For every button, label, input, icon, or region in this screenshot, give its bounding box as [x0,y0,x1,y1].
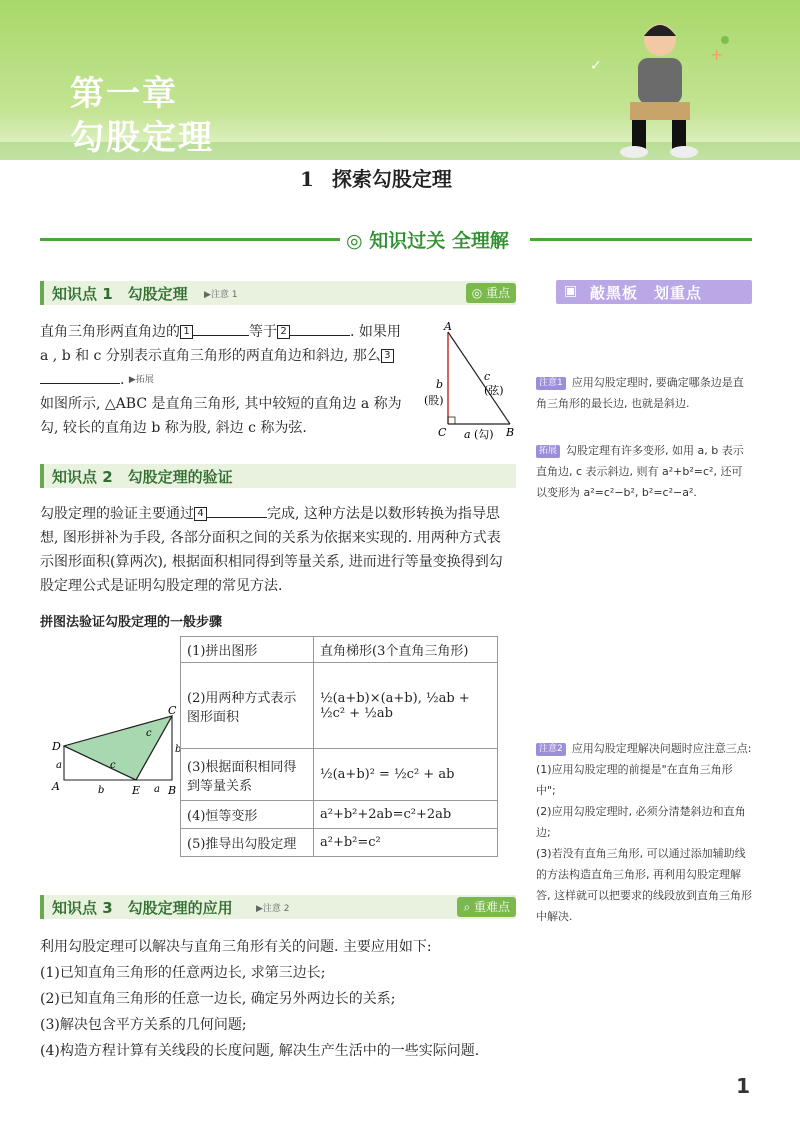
blank-2[interactable] [290,321,350,336]
kp1-text-d: . [120,372,125,388]
label-c: c [484,370,491,383]
lesson-name: 探索勾股定理 [331,167,452,191]
kp1-badge [466,283,516,303]
step-row [181,801,498,829]
sidebar-title: 敲黑板 划重点 [590,284,703,302]
kp1-paragraph [40,320,410,440]
step-label: (1)拼出图形 [181,637,314,663]
blank-number-1: 1 [180,325,193,339]
sidebar-note-2 [536,738,752,927]
label-gou: (勾) [474,428,494,441]
kp3-note-ref: ▶注意 2 [256,904,290,914]
blank-1[interactable] [193,321,249,336]
fig2-label-c-mid: c [110,760,116,771]
step-content: ½(a+b)² = ½c² + ab [314,749,498,801]
step-content: a²+b²+2ab=c²+2ab [314,801,498,829]
section-line-left [40,238,340,241]
step-row [181,749,498,801]
note-1-text: 应用勾股定理时, 要确定哪条边是直角三角形的最长边, 也就是斜边. [536,376,744,410]
kp1-text-2: 如图所示, △ABC 是直角三角形, 其中较短的直角边 a 称为勾, 较长的直角边 b 称为股, 斜边 c 称为弦. [40,396,402,436]
step-label: (3)根据面积相同得到等量关系 [181,749,314,801]
fig2-label-D: D [52,740,61,753]
blank-number-2: 2 [277,325,290,339]
note-2-tag [536,743,566,756]
right-triangle-figure [420,318,520,448]
note-1-tag [536,377,566,390]
kp2-title: 知识点 2 勾股定理的验证 [52,468,233,486]
step-row [181,663,498,749]
label-gu: (股) [424,394,444,407]
blank-number-3: 3 [381,349,394,363]
label-a: a [464,428,471,441]
steps-table [180,636,498,857]
kp3-badge-text: 重难点 [473,900,510,914]
kp2-header [40,464,516,488]
kp3-title: 知识点 3 勾股定理的应用 [52,899,233,917]
target-icon: ◎ [471,286,486,300]
section-title-text: 知识过关 全理解 [369,230,509,252]
kp3-badge [457,897,516,917]
blank-4[interactable] [207,503,267,518]
step-label: (5)推导出勾股定理 [181,829,314,857]
kp1-text-b: 等于 [249,324,277,340]
fig2-label-C: C [168,704,177,717]
note-2-intro: 应用勾股定理解决问题时应注意三点: [571,742,752,755]
blackboard-icon: ▣ [564,283,578,299]
chapter-number: 第一章 [70,74,178,114]
fig2-label-b-bottom: b [98,785,105,796]
fig2-label-A: A [52,780,60,793]
magnifier-icon: ⌕ [463,900,474,914]
fig2-label-B: B [168,784,177,797]
kp1-badge-text: 重点 [485,286,510,300]
note-1-tag-no: 1 [557,378,563,388]
kp3-intro: 利用勾股定理可以解决与直角三角形有关的问题. 主要应用如下: [40,939,432,955]
section-title [340,226,515,253]
step-content: a²+b²=c² [314,829,498,857]
sidebar-header [556,280,752,304]
list-item: (1)已知直角三角形的任意两边长, 求第三边长; [40,965,326,981]
extension-text: 勾股定理有许多变形, 如用 a, b 表示直角边, c 表示斜边, 则有 a²+b²=c², 还可以变形为 a²=c²−b², b²=c²−a². [536,444,744,499]
svg-text:+: + [710,45,724,64]
lesson-number: 1 [300,167,314,191]
list-item: (3)解决包含平方关系的几何问题; [40,1017,247,1033]
kp1-title: 知识点 1 勾股定理 [52,285,188,303]
trapezoid-figure [40,640,180,872]
kp3-content [40,934,512,1064]
note-2-tag-text: 注意 [539,744,558,754]
step-label: (2)用两种方式表示图形面积 [181,663,314,749]
kp3-header [40,895,516,919]
blank-3[interactable] [40,369,120,384]
section-line-right [530,238,752,241]
kp1-text-c: . 如果用 a , b 和 c 分别表示直角三角形的两直角边和斜边, 那么 [40,324,401,364]
page-number: 1 [736,1074,750,1098]
blank-number-4: 4 [194,507,207,521]
chapter-title: 勾股定理 [70,118,214,158]
spiral-icon: ◎ [346,230,363,252]
note-2-item: (1)应用勾股定理的前提是"在直角三角形中"; [536,763,733,797]
label-xian: (弦) [484,384,504,397]
kp2-subtitle: 拼图法验证勾股定理的一般步骤 [40,615,223,630]
step-content: ½(a+b)×(a+b), ½ab + ½c² + ½ab [314,663,498,749]
note-2-item: (2)应用勾股定理时, 必须分清楚斜边和直角边; [536,805,746,839]
section-heading [40,228,752,250]
step-row [181,637,498,663]
label-A: A [444,320,452,333]
fig2-label-a-left: a [56,760,62,771]
extension-tag: 拓展 [536,445,560,458]
kp1-header [40,281,516,305]
fig2-label-a-bottom: a [154,784,160,795]
kp2-paragraph [40,502,512,598]
label-b: b [436,378,444,391]
student-illustration [560,10,760,160]
kp2-text-a: 勾股定理的验证主要通过 [40,506,194,522]
svg-text:✓: ✓ [590,58,602,74]
step-content: 直角梯形(3个直角三角形) [314,637,498,663]
step-label: (4)恒等变形 [181,801,314,829]
sidebar-note-1 [536,372,752,414]
lesson-title [300,163,470,192]
kp1-note-ref: ▶注意 1 [204,290,238,300]
note-1-tag-text: 注意 [539,378,558,388]
list-item: (4)构造方程计算有关线段的长度问题, 解决生产生活中的一些实际问题. [40,1043,480,1059]
fig2-label-c-top: c [146,728,152,739]
kp1-extension-ref: ▶拓展 [128,375,154,385]
note-2-tag-no: 2 [557,744,563,754]
note-2-item: (3)若没有直角三角形, 可以通过添加辅助线的方法构造直角三角形, 再利用勾股定理解答, 这样就可以把要求的线段放到直角三角形中解决. [536,847,752,923]
list-item: (2)已知直角三角形的任意一边长, 确定另外两边长的关系; [40,991,396,1007]
kp1-text-a: 直角三角形两直角边的 [40,324,180,340]
fig2-label-E: E [132,784,141,797]
kp2-text-b: 完成, 这种方法是以数形转换为指导思想, 图形拼补为手段, 各部分面积之间的关系为依据来实现的. 用两种方式表示图形面积(算两次), 根据面积相同得到等量关系, 进而进行等量变换得到勾股定理公式是证明勾股定理的常见方法. [40,506,503,594]
label-B: B [506,426,515,439]
step-row [181,829,498,857]
label-C: C [438,426,447,439]
sidebar-extension [536,440,752,503]
fig2-label-b-right: b [175,744,182,755]
